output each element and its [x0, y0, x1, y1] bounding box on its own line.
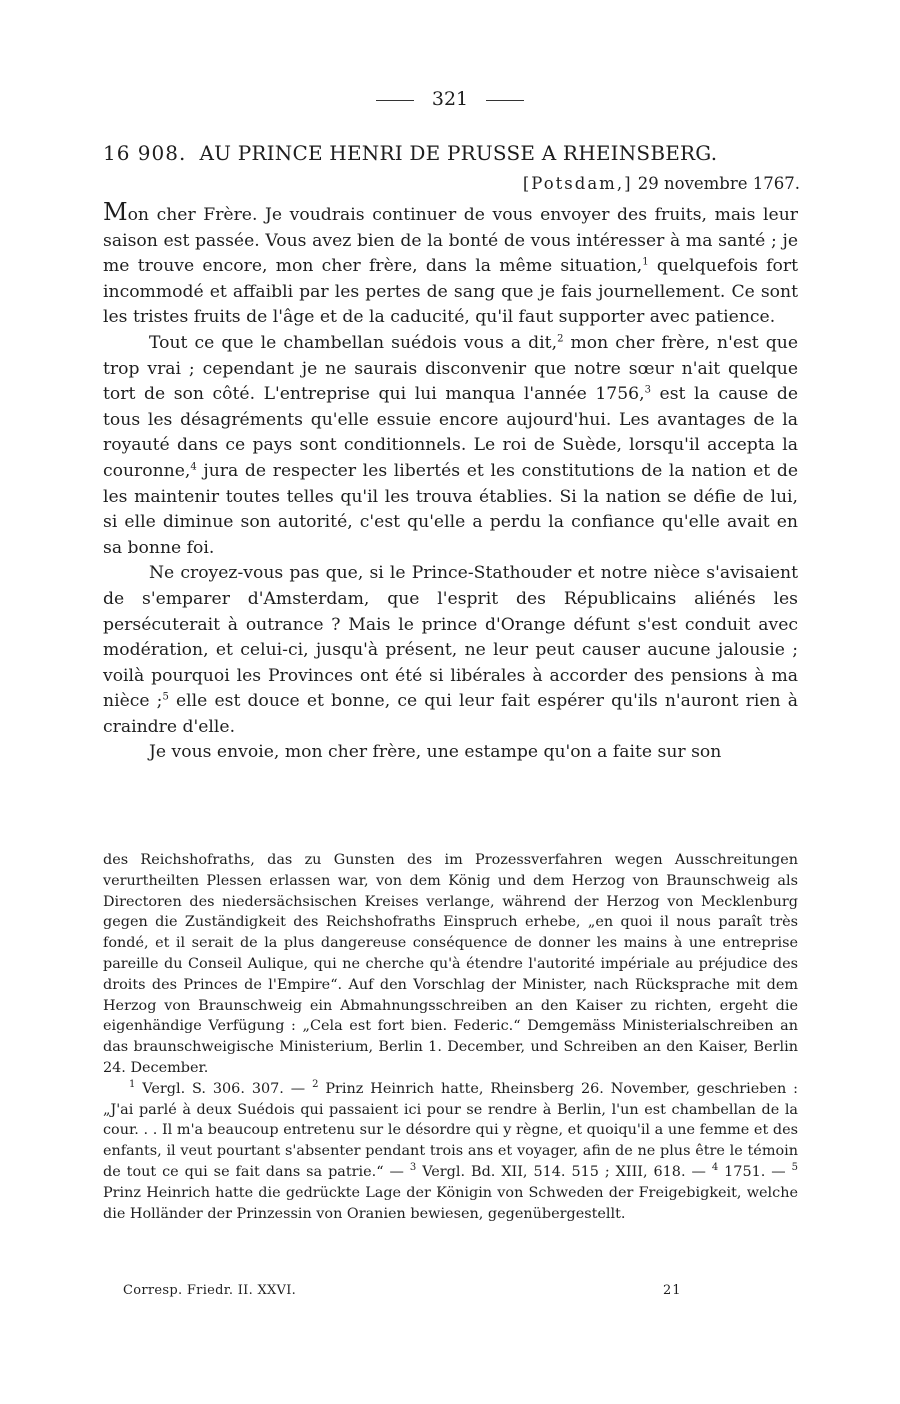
letter-dateline	[523, 173, 800, 195]
letter-body	[103, 200, 798, 766]
initial-letter: M	[103, 198, 128, 226]
footnote-continued: des Reichshofraths, das zu Gunsten des im Prozessverfahren wegen Ausschreitungen verurtheilten Plessen erlassen war, von dem König und dem Herzog von Braunschweig als Directoren des niedersächsischen Kreises verlange, während der Herzog von Mecklenburg gegen die Zuständigkeit des Reichshofraths Einspruch erhebe, „en quoi il nous paraît très fondé, et il serait de la plus dangereuse conséquence de donner les mains à une entreprise pareille du Conseil Aulique, qui ne cherche qu'à étendre l'autorité impériale au préjudice des droits des Princes de l'Empire“. Auf den Vorschlag der Minister, nach Rücksprache mit dem Herzog von Braunschweig ein Abmahnungsschreiben an den Kaiser zu richten, ergeht die eigenhändige Verfügung : „Cela est fort bien. Federic.“ Demgemäss Ministerialschreiben an das braunschweigische Ministerium, Berlin 1. December, und Schreiben an den Kaiser, Berlin 24. December.	[103, 852, 798, 1076]
footnotes-numbered: $^1$ Vergl. S. 306. 307. — $^2$ Prinz Heinrich hatte, Rheinsberg 26. November, geschrieben : „J'ai parlé à deux Suédois qui passaient ici pour se rendre à Berlin, l'un est chambellan de la cour. . . Il m'a beaucoup entretenu sur le désordre qui y règne, et quoiqu'il a une femme et des enfants, il veut pourtant s'absenter pendant trois ans et voyager, afin de ne plus être le témoin de tout ce qui se fait dans sa patrie.“ — $^3$ Vergl. Bd. XII, 514. 515 ; XIII, 618. — $^4$ 1751. — $^5$ Prinz Heinrich hatte die gedrückte Lage der Königin von Schweden der Freigebigkeit, welche die Holländer der Prinzessin von Oranien bewiesen, gegenübergestellt.	[103, 1078, 798, 1222]
date-place: [Potsdam,]	[522, 174, 633, 193]
paragraph-3: Ne croyez-vous pas que, si le Prince-Stathouder et notre nièce s'avisaient de s'emparer d'Amsterdam, que l'esprit des Républicains aliénés les persécuterait à outrance ? Mais le prince d'Orange défunt s'est conduit avec modération, et celui-ci, jusqu'à présent, ne leur peut causer aucune jalousie ; voilà pourquoi les Provinces ont été si libérales à accorder des pensions à ma nièce ;$^5$ elle est douce et bonne, ce qui leur fait espérer qu'ils n'auront rien à craindre d'elle.	[103, 563, 798, 737]
note-ref-2: 2	[557, 333, 564, 345]
rule-left	[376, 100, 414, 101]
date: 29 novembre 1767.	[637, 174, 800, 193]
page-number: 321	[431, 88, 469, 110]
note-ref-5: 5	[162, 691, 169, 703]
paragraph-2: Tout ce que le chambellan suédois vous a dit,$^2$ mon cher frère, n'est que trop vrai ; cependant je ne saurais disconvenir que notre sœur n'ait quelque tort de son côté. L'entreprise qui lui manqua l'année 1756,$^3$ est la cause de tous les désagréments qu'elle essuie encore aujourd'hui. Les avantages de la royauté dans ce pays sont conditionnels. Le roi de Suède, lorsqu'il accepta la couronne,$^4$ jura de respecter les libertés et les constitutions de la nation et de les maintenir toutes telles qu'il les trouva établies. Si la nation se défie de lui, si elle diminue son autorité, c'est qu'elle a perdu la confiance qu'elle avait en sa bonne foi.	[103, 332, 799, 558]
letter-heading	[103, 140, 803, 166]
note-ref-1: 1	[642, 256, 649, 268]
rule-right	[486, 100, 524, 101]
paragraph-1: Mon cher Frère. Je voudrais continuer de vous envoyer des fruits, mais leur saison est passée. Vous avez bien de la bonté de vous intéresser à ma santé ; je me trouve encore, mon cher frère, dans la même situation,$^1$ quelquefois fort incommodé et affaibli par les pertes de sang que je fais journellement. Ce sont les tristes fruits de l'âge et de la caducité, qu'il faut supporter avec patience.	[103, 198, 798, 328]
letter-title: AU PRINCE HENRI DE PRUSSE A RHEINSBERG.	[199, 141, 718, 165]
page-footer	[123, 1282, 683, 1300]
signature-mark: 21	[663, 1283, 682, 1298]
paragraph-4: Je vous envoie, mon cher frère, une estampe qu'on a faite sur son	[149, 742, 722, 763]
footnotes	[103, 850, 798, 1224]
letter-number: 16 908.	[103, 141, 187, 165]
note-ref-4: 4	[190, 461, 197, 473]
footer-source: Corresp. Friedr. II. XXVI.	[123, 1283, 297, 1298]
note-ref-3: 3	[644, 384, 651, 396]
page-number-line	[0, 88, 900, 110]
